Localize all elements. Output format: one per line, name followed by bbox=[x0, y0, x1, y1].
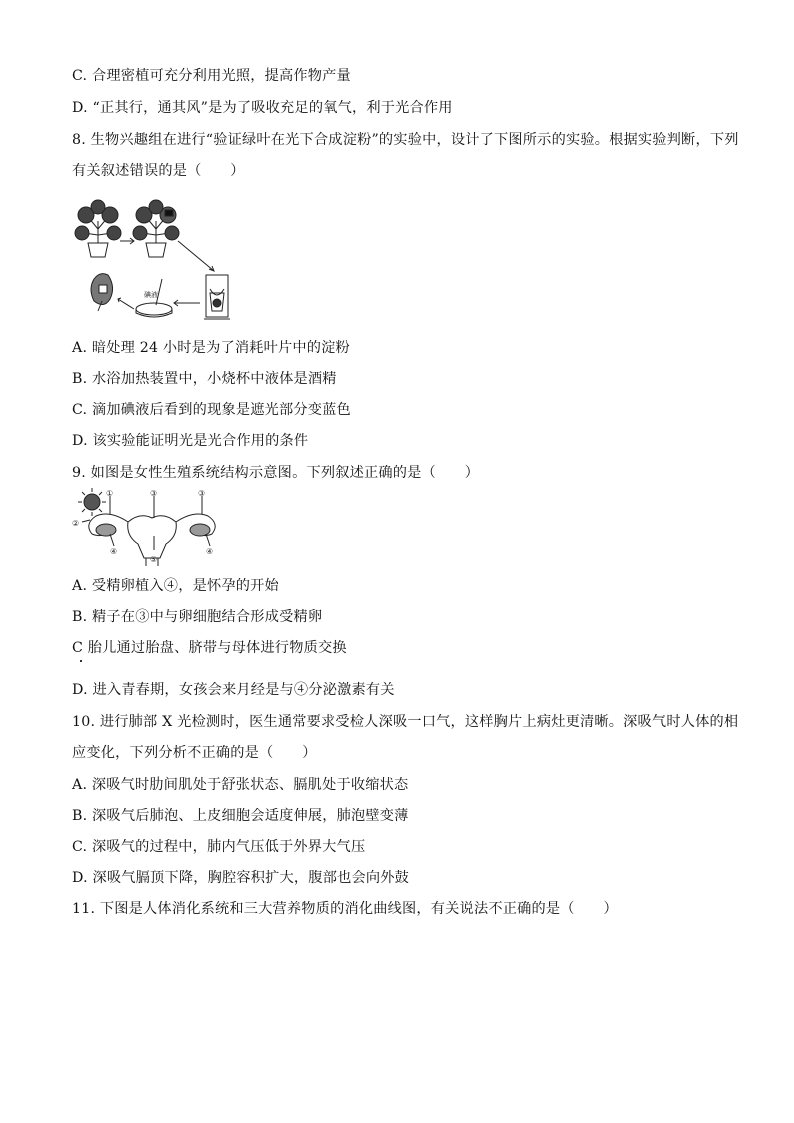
q8-stem-line1: 8. 生物兴趣组在进行“验证绿叶在光下合成淀粉”的实验中，设计了下图所示的实验。根据实验判断，下列 bbox=[72, 132, 739, 148]
stray-dot bbox=[80, 660, 82, 662]
ovum-icon bbox=[84, 494, 100, 510]
q10-option-d: D. 深吸气膈顶下降，胸腔容积扩大，腹部也会向外鼓 bbox=[72, 870, 410, 886]
arrow-3-icon bbox=[174, 300, 200, 306]
q8-option-d: D. 该实验能证明光是光合作用的条件 bbox=[72, 433, 309, 449]
q10-option-a: A. 深吸气时肋间肌处于舒张状态、膈肌处于收缩状态 bbox=[72, 777, 409, 793]
svg-text:④: ④ bbox=[206, 547, 214, 556]
leaf-result-icon bbox=[91, 274, 113, 311]
q10-option-b: B. 深吸气后肺泡、上皮细胞会适度伸展，肺泡壁变薄 bbox=[72, 808, 409, 824]
q9-stem: 9. 如图是女性生殖系统结构示意图。下列叙述正确的是（ ） bbox=[72, 465, 480, 481]
q7-option-c: C. 合理密植可充分利用光照，提高作物产量 bbox=[72, 68, 351, 84]
arrow-4-icon bbox=[118, 298, 134, 309]
q8-option-b: B. 水浴加热装置中，小烧杯中液体是酒精 bbox=[72, 371, 337, 387]
q10-stem-line1: 10. 进行肺部 X 光检测时，医生通常要求受检人深吸一口气，这样胸片上病灶更清晰。深吸气时人体的相 bbox=[72, 714, 739, 730]
svg-text:④: ④ bbox=[110, 547, 118, 556]
q8-option-c: C. 滴加碘液后看到的现象是遮光部分变蓝色 bbox=[72, 402, 351, 418]
q9-option-d: D. 进入青春期，女孩会来月经是与④分泌激素有关 bbox=[72, 682, 395, 698]
q10-stem-line2: 应变化，下列分析不正确的是（ ） bbox=[72, 745, 317, 761]
q10-option-c: C. 深吸气的过程中，肺内气压低于外界大气压 bbox=[72, 839, 366, 855]
q8-option-a: A. 暗处理 24 小时是为了消耗叶片中的淀粉 bbox=[72, 340, 350, 356]
svg-text:⑤: ⑤ bbox=[150, 555, 158, 564]
q11-stem: 11. 下图是人体消化系统和三大营养物质的消化曲线图，有关说法不正确的是（ ） bbox=[72, 901, 618, 917]
iodine-dish-icon bbox=[136, 279, 172, 317]
q9-option-a: A. 受精卵植入④，是怀孕的开始 bbox=[72, 578, 279, 594]
q9-option-b: B. 精子在③中与卵细胞结合形成受精卵 bbox=[72, 609, 323, 625]
water-bath-icon bbox=[204, 275, 230, 319]
q9-reproductive-figure bbox=[70, 488, 236, 568]
svg-text:③: ③ bbox=[198, 489, 206, 498]
q9-option-c: C 胎儿通过胎盘、脐带与母体进行物质交换 bbox=[72, 640, 347, 656]
q7-option-d: D. “正其行，通其风”是为了吸收充足的氧气，利于光合作用 bbox=[72, 100, 453, 116]
q8-experiment-figure bbox=[70, 193, 240, 323]
svg-text:①: ① bbox=[106, 489, 114, 498]
q8-stem-line2: 有关叙述错误的是（ ） bbox=[72, 163, 245, 179]
arrow-1-icon bbox=[120, 238, 134, 244]
svg-text:②: ② bbox=[72, 519, 80, 528]
arrow-2-icon bbox=[178, 241, 214, 271]
svg-text:③: ③ bbox=[150, 489, 158, 498]
plant-dark-icon bbox=[75, 200, 121, 257]
plant-light-icon bbox=[133, 200, 179, 257]
uterus-icon bbox=[128, 516, 177, 558]
svg-text:碘液: 碘液 bbox=[144, 291, 158, 299]
